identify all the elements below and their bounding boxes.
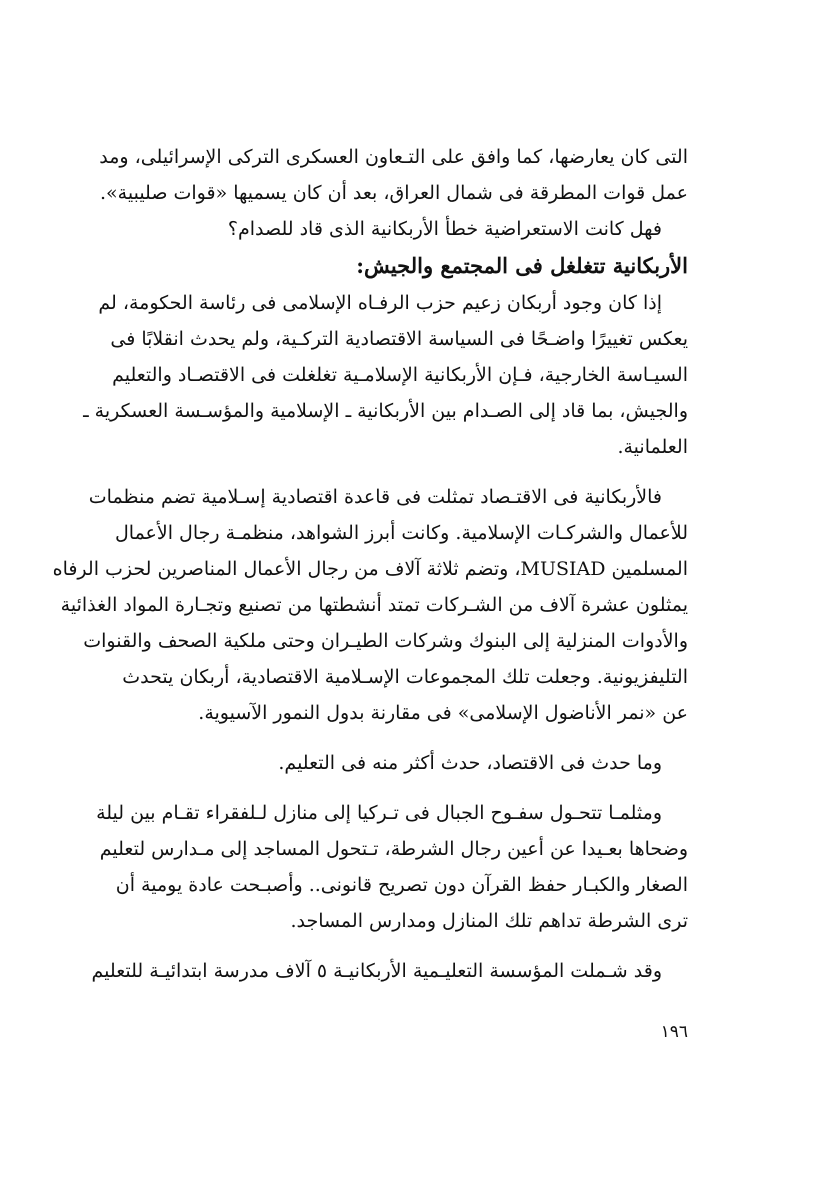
text-line: ومثلمـا تتحـول سفـوح الجبال فى تـركيا إلى منازل لـلفقراء تقـام بين ليلة [96,802,662,824]
paragraph-spacer [140,731,688,745]
paragraph-5 [140,745,688,781]
paragraph-spacer [140,781,688,795]
paragraph-2 [140,211,688,247]
text-line: فالأربكانية فى الاقتـصاد تمثلت فى قاعدة اقتصادية إسـلامية تضم منظمات [88,486,662,508]
text-line: والجيش، بما قاد إلى الصـدام بين الأربكانية ـ الإسلامية والمؤسـسة العسكرية ـ [83,400,688,422]
text-line: وضحاها بعـيدا عن أعين رجال الشرطة، تـتحول المساجد إلى مـدارس لتعليم [99,838,688,860]
text-line: ترى الشرطة تداهم تلك المنازل ومدارس المساجد. [290,910,688,932]
text-line: عن «نمر الأناضول الإسلامى» فى مقارنة بدول النمور الآسيوية. [198,702,688,724]
paragraph-spacer [140,939,688,953]
body-text [52,139,688,989]
text-line: التى كان يعارضها، كما وافق على التـعاون العسكرى التركى الإسرائيلى، ومد [99,146,688,168]
paragraph-6 [96,795,688,939]
paragraph-1 [99,139,688,211]
section-heading: الأربكانية تتغلغل فى المجتمع والجيش: [356,253,688,278]
text-line: فهل كانت الاستعراضية خطأ الأربكانية الذى قاد للصدام؟ [227,218,662,240]
text-line: وقد شـملت المؤسسة التعليـمية الأربكانيـة ٥ آلاف مدرسة ابتدائيـة للتعليم [91,960,662,982]
text-line: إذا كان وجود أربكان زعيم حزب الرفـاه الإسلامى فى رئاسة الحكومة، لم [98,292,662,314]
text-line: المسلمين MUSIAD، وتضم ثلاثة آلاف من رجال الأعمال المناصرين لحزب الرفاه [52,558,688,580]
text-line: الصغار والكبـار حفظ القرآن دون تصريح قانونى.. وأصبـحت عادة يومية أن [115,874,688,896]
text-line: السيـاسة الخارجية، فـإن الأربكانية الإسلامـية تغلغلت فى الاقتصـاد والتعليم [112,364,688,386]
paragraph-spacer [140,465,688,479]
text-line: للأعمال والشركـات الإسلامية. وكانت أبرز الشواهد، منظمـة رجال الأعمال [114,522,688,544]
text-line: يمثلون عشرة آلاف من الشـركات تمتد أنشطتها من تصنيع وتجـارة المواد الغذائية [60,594,688,616]
text-line: وما حدث فى الاقتصاد، حدث أكثر منه فى التعليم. [278,752,662,774]
text-line: يعكس تغييرًا واضـحًا فى السياسة الاقتصادية التركـية، ولم يحدث انقلابًا فى [110,328,688,350]
text-line: والأدوات المنزلية إلى البنوك وشركات الطيـران وحتى ملكية الصحف والقنوات [83,630,688,652]
text-line: العلمانية. [617,436,688,458]
text-line: عمل قوات المطرقة فى شمال العراق، بعد أن كان يسميها «قوات صليبية». [100,182,688,204]
paragraph-3 [83,285,688,465]
page-number: ١٩٦ [660,1022,688,1042]
paragraph-7 [91,953,688,989]
paragraph-4 [52,479,688,731]
text-line: التليفزيونية. وجعلت تلك المجموعات الإسـلامية الاقتصادية، أربكان يتحدث [122,666,688,688]
